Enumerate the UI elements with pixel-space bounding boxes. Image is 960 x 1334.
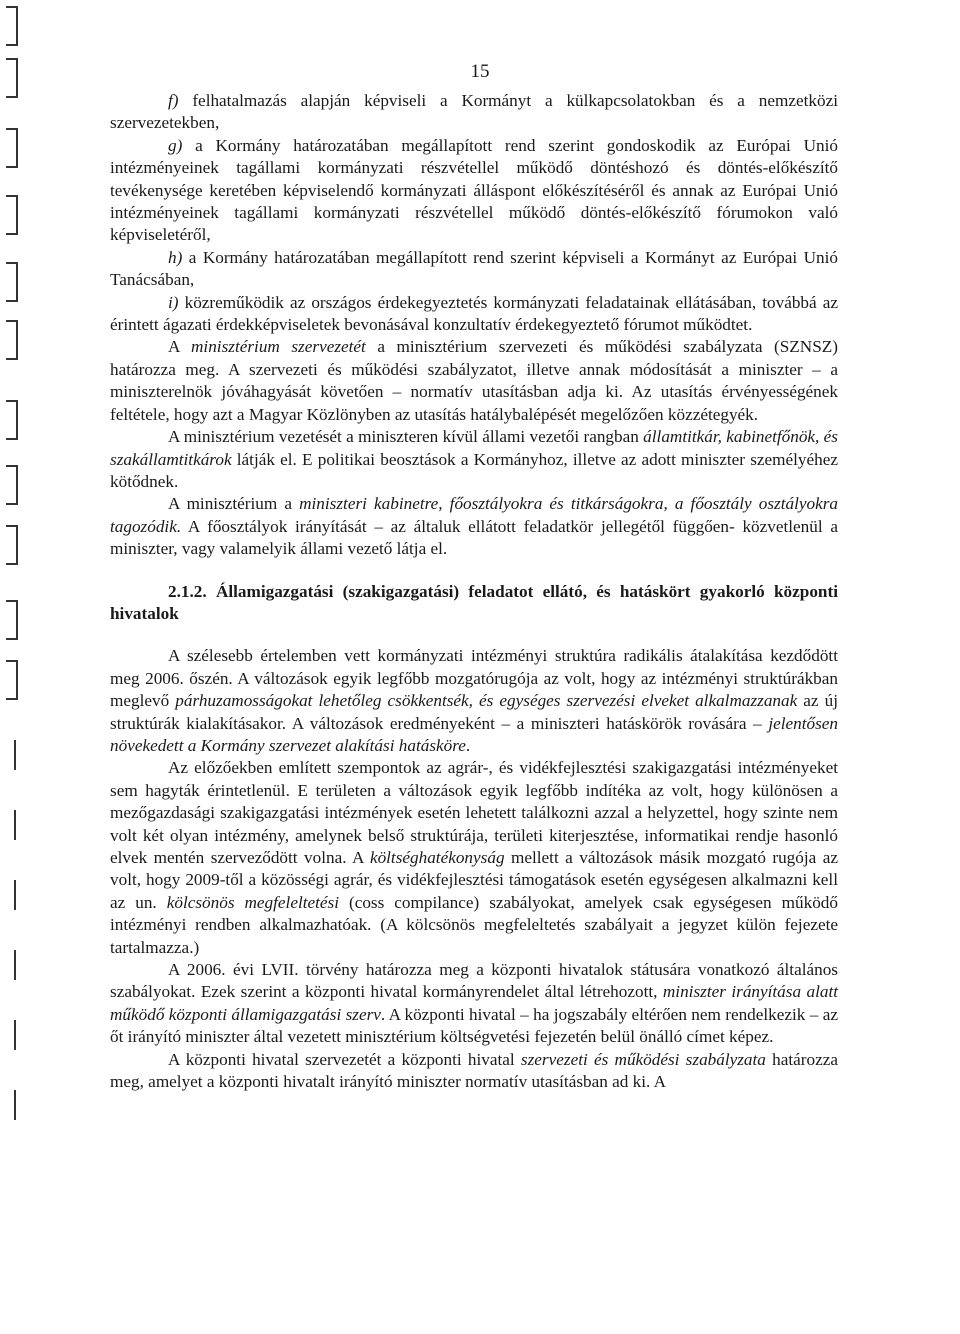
binding-marks <box>0 0 30 1334</box>
paragraph-text: az új struktúrák kialakításakor. A változások eredményeként – a miniszteri hatáskörök rovására – <box>110 691 838 733</box>
emphasis-text: minisztérium szervezetét <box>191 337 366 357</box>
paragraph-text: A szélesebb értelemben vett kormányzati intézményi struktúra radikális átalakítása kezdődött meg 2006. őszén. A változások egyik legfőbb mozgatórugója az volt, hogy az intézményi struktúrákban meglevő <box>110 646 838 711</box>
list-marker: g) <box>168 135 183 155</box>
emphasis-text: miniszter irányítása alatt működő központi államigazgatási szerv <box>110 982 839 1024</box>
binding-bar <box>14 1090 16 1120</box>
paragraph-text: a minisztérium szervezeti és működési szabályzata (SZNSZ) határozza meg. A szervezeti és működési szabályzatot, illetve annak módosítását a miniszter – a miniszterelnök jóváhagyását követően – normatív utasításban adja ki. Az utasítás érvényességének feltétele, hogy azt a Magyar Közlönyben az utasítás hatálybalépését megelőzően közzétegyék. <box>110 337 838 424</box>
emphasis-text: államtitkár, kabinetfőnök, és szakállamtitkárok <box>110 427 838 469</box>
paragraph-text: látják el. E politikai beosztások a Kormányhoz, illetve az adott miniszter személyéhez kötődnek. <box>110 449 838 491</box>
paragraph-text: A <box>168 337 192 357</box>
paragraph-text: mellett a változások másik mozgató rugója az volt, hogy 2009-től a közösségi agrár, és vidékfejlesztési támogatások esetén egységesen alkalmazni kell az un. <box>110 848 838 912</box>
paragraph-leadership <box>110 426 838 493</box>
binding-bracket <box>6 465 18 505</box>
emphasis-text: párhuzamosságokat lehetőleg csökkentsék, és egységes szervezési elveket alkalmazzanak <box>175 691 798 711</box>
document-body <box>110 90 838 1093</box>
paragraph-structure <box>110 493 838 560</box>
emphasis-text: költséghatékonyság <box>369 848 505 867</box>
binding-bar <box>14 740 16 770</box>
binding-bracket <box>6 262 18 302</box>
paragraph-law <box>110 959 838 1049</box>
binding-bracket <box>6 320 18 360</box>
paragraph-text: Az előzőekben említett szempontok az agrár-, és vidékfejlesztési szakigazgatási intézményeket sem hagyták érintetlenül. E területen a változások egyik legfőbb indítéka az volt, hogy különösen a mezőgazdasági szakigazgatási intézmények esetén lehetett találkozni azzal a helyzettel, hogy szinte nem volt két olyan intézmény, amelynek belső struktúrája, területi kiterjesztése, informatikai rendje hasonló elvek mentén szerveződött volna. A <box>110 758 838 867</box>
paragraph-agrar <box>110 757 838 959</box>
paragraph-i <box>110 292 838 337</box>
section-heading: 2.1.2. Államigazgatási (szakigazgatási) feladatot ellátó, és hatáskört gyakorló központi hivatalok <box>110 581 838 623</box>
paragraph-text: a Kormány határozatában megállapított rend szerint gondoskodik az Európai Unió intézményeinek tagállami kormányzati részvétellel működő döntéshozó és döntés-előkészítő tevékenysége keretében képviselendő kormányzati álláspont előkészítéséről és annak az Európai Unió intézményeinek tagállami kormányzati részvétellel működő döntés-előkészítő fórumokon való képviseletéről, <box>110 135 838 245</box>
paragraph-g <box>110 135 838 247</box>
binding-bar <box>14 810 16 840</box>
binding-bracket <box>6 600 18 640</box>
binding-bracket <box>6 400 18 440</box>
binding-bracket <box>6 660 18 700</box>
emphasis-text: miniszteri kabinetre, főosztályokra és titkárságokra, a főosztály osztályokra tagozódik. <box>110 494 839 536</box>
binding-bracket <box>6 525 18 565</box>
paragraph-h <box>110 247 838 292</box>
paragraph-office <box>110 1049 838 1094</box>
emphasis-text: kölcsönös megfeleltetési <box>166 892 339 912</box>
paragraph-f <box>110 90 838 135</box>
paragraph-reform <box>110 645 838 757</box>
paragraph-text: a Kormány határozatában megállapított rend szerint képviseli a Kormányt az Európai Unió Tanácsában, <box>110 247 838 290</box>
emphasis-text: jelentősen növekedett a Kormány szervezet alakítási hatásköre <box>110 713 838 755</box>
page-number: 15 <box>470 61 490 82</box>
binding-bracket <box>6 6 18 46</box>
binding-bracket <box>6 195 18 235</box>
binding-bracket <box>6 128 18 168</box>
paragraph-text: A minisztérium vezetését a miniszteren kívül állami vezetői rangban <box>168 427 644 447</box>
list-marker: h) <box>168 247 183 267</box>
binding-bar <box>14 1020 16 1050</box>
paragraph-text: . <box>465 735 471 755</box>
binding-bar <box>14 950 16 980</box>
paragraph-text: (coss compilance) szabályokat, amelyek csak egységesen működő intézményi rendben alkalmazhatóak. (A kölcsönös megfeleltetés szabályait a jegyzet külön fejezete tartalmazza.) <box>110 892 838 957</box>
paragraph-szmsz <box>110 336 838 426</box>
paragraph-text: A főosztályok irányítását – az általuk ellátott feladatkör jellegétől függően- közvetlenül a miniszter, vagy valamelyik állami vezető látja el. <box>110 516 838 559</box>
binding-bar <box>14 880 16 910</box>
list-marker: f) <box>168 91 179 110</box>
paragraph-text: közreműködik az országos érdekegyeztetés kormányzati feladatainak ellátásában, továbbá az érintett ágazati érdekképviseletek bevonásával konzultatív érdekegyeztető fórumot működtet. <box>110 292 838 335</box>
paragraph-text: felhatalmazás alapján képviseli a Kormányt a külkapcsolatokban és a nemzetközi szervezetekben, <box>110 91 838 133</box>
emphasis-text: szervezeti és működési szabályzata <box>520 1049 766 1069</box>
paragraph-text: A központi hivatal szervezetét a központi hivatal <box>168 1049 521 1069</box>
paragraph-text: A minisztérium a <box>168 494 300 514</box>
paragraph-text: A 2006. évi LVII. törvény határozza meg a központi hivatalok státusára vonatkozó általános szabályokat. Ezek szerint a központi hivatal kormányrendelet által létrehozott, <box>110 960 838 1002</box>
list-marker: i) <box>168 292 179 312</box>
paragraph-text: . A központi hivatal – ha jogszabály eltérően nem rendelkezik – az őt irányító miniszter által vezetett minisztérium költségvetési fejezetén belül önálló címet képez. <box>110 1004 838 1047</box>
paragraph-text: határozza meg, amelyet a központi hivatalt irányító miniszter normatív utasításban ad ki. A <box>110 1049 838 1092</box>
